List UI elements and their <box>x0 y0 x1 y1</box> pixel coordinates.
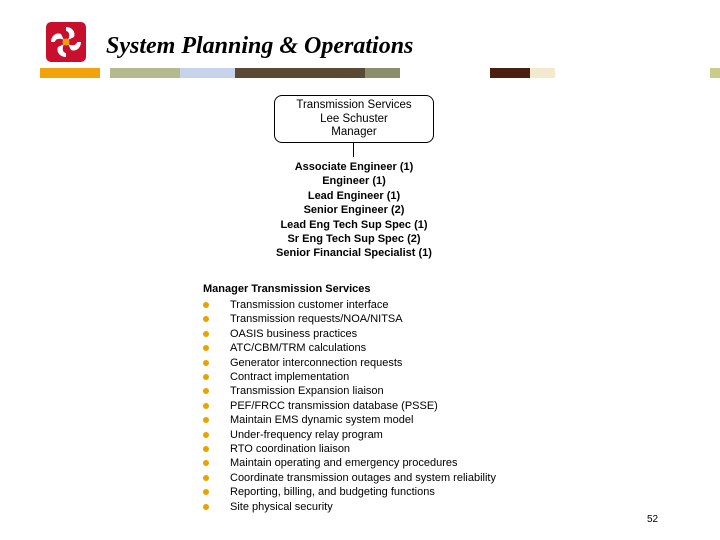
list-item <box>203 413 496 427</box>
list-item <box>203 327 496 341</box>
list-item-text: Transmission requests/NOA/NITSA <box>230 313 403 326</box>
color-bar-segment <box>180 68 235 78</box>
bullet-icon <box>203 388 209 394</box>
list-item <box>203 341 496 355</box>
list-item-text: ATC/CBM/TRM calculations <box>230 342 367 355</box>
manager-box-name: Lee Schuster <box>320 112 388 125</box>
manager-box <box>274 95 434 143</box>
header-color-bar <box>0 68 720 78</box>
color-bar-segment <box>490 68 530 78</box>
list-item-text: PEF/FRCC transmission database (PSSE) <box>230 399 438 412</box>
list-item-text: Maintain EMS dynamic system model <box>230 414 414 427</box>
list-item-text: RTO coordination liaison <box>230 443 351 456</box>
page-title: System Planning & Operations <box>106 33 414 59</box>
color-bar-segment <box>400 68 490 78</box>
staff-item: Senior Engineer (2) <box>303 204 405 217</box>
color-bar-segment <box>235 68 365 78</box>
list-item-text: Transmission customer interface <box>230 299 389 311</box>
bullet-icon <box>203 331 209 337</box>
bullet-icon <box>203 504 209 510</box>
staff-item: Lead Engineer (1) <box>307 189 401 202</box>
list-item <box>203 312 496 326</box>
list-item-text: Generator interconnection requests <box>230 356 403 369</box>
list-item <box>203 370 496 384</box>
color-bar-segment <box>710 68 720 78</box>
bullet-icon <box>203 345 209 351</box>
staff-list <box>254 160 454 261</box>
list-item <box>203 384 496 398</box>
list-item <box>203 500 496 514</box>
list-item <box>203 442 496 456</box>
manager-box-department: Transmission Services <box>296 99 412 111</box>
list-item-text: Site physical security <box>230 500 333 513</box>
bullet-icon <box>203 417 209 423</box>
list-item <box>203 456 496 470</box>
page-number: 52 <box>647 514 659 525</box>
bullet-icon <box>203 374 209 380</box>
bullet-icon <box>203 475 209 481</box>
staff-item: Associate Engineer (1) <box>294 161 414 173</box>
color-bar-segment <box>0 68 40 78</box>
list-item-text: OASIS business practices <box>230 327 358 340</box>
responsibilities-list <box>203 298 496 514</box>
org-connector-line <box>353 143 354 157</box>
bullet-icon <box>203 316 209 322</box>
list-item-text: Maintain operating and emergency procedures <box>230 457 458 470</box>
list-item <box>203 298 496 312</box>
color-bar-segment <box>530 68 555 78</box>
list-item <box>203 356 496 370</box>
bullet-icon <box>203 302 209 308</box>
staff-item: Engineer (1) <box>322 175 386 188</box>
list-item <box>203 485 496 499</box>
bullet-icon <box>203 403 209 409</box>
bullet-icon <box>203 432 209 438</box>
list-item <box>203 399 496 413</box>
color-bar-segment <box>110 68 180 78</box>
list-item <box>203 428 496 442</box>
list-item-text: Under-frequency relay program <box>230 428 383 441</box>
list-item-text: Contract implementation <box>230 371 350 384</box>
list-item <box>203 471 496 485</box>
manager-box-role: Manager <box>331 126 377 138</box>
staff-item: Sr Eng Tech Sup Spec (2) <box>287 233 421 246</box>
list-item-text: Reporting, billing, and budgeting functions <box>230 486 435 499</box>
company-logo-icon <box>46 22 86 62</box>
color-bar-segment <box>100 68 110 78</box>
bullet-icon <box>203 360 209 366</box>
color-bar-segment <box>555 68 710 78</box>
staff-item: Senior Financial Specialist (1) <box>276 247 432 260</box>
color-bar-segment <box>40 68 100 78</box>
bullet-icon <box>203 489 209 495</box>
staff-item: Lead Eng Tech Sup Spec (1) <box>280 218 428 231</box>
responsibilities-title: Manager Transmission Services <box>203 283 371 295</box>
bullet-icon <box>203 446 209 452</box>
list-item-text: Coordinate transmission outages and system reliability <box>230 471 496 484</box>
list-item-text: Transmission Expansion liaison <box>230 385 384 398</box>
color-bar-segment <box>365 68 400 78</box>
bullet-icon <box>203 460 209 466</box>
